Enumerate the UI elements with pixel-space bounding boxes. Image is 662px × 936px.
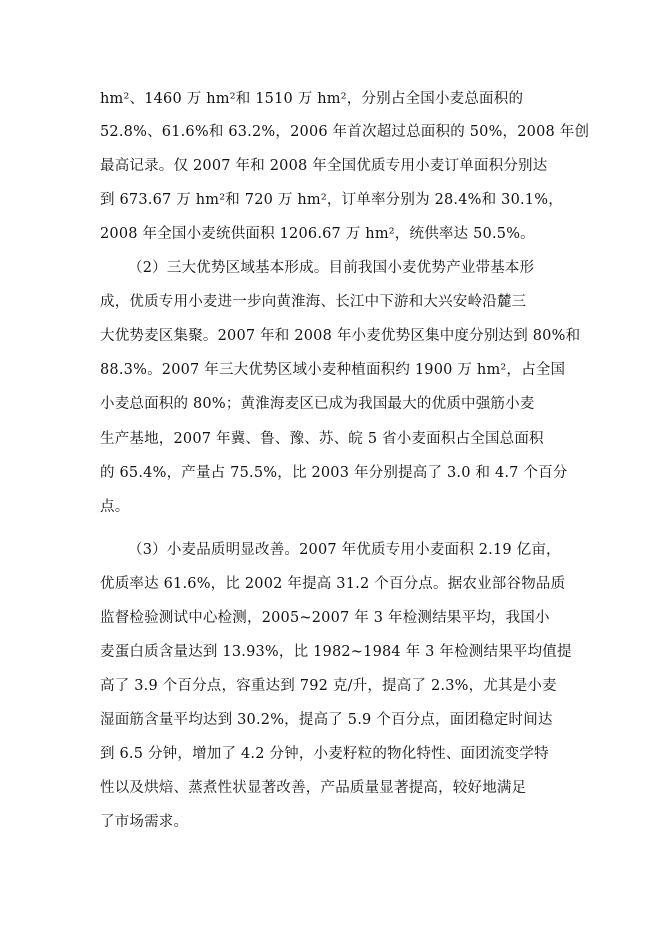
- text-line: 麦蛋白质含量达到 13.93%，比 1982~1984 年 3 年检测结果平均值提: [100, 644, 572, 660]
- text-line: 小麦总面积的 80%；黄淮海麦区已成为我国最大的优质中强筋小麦: [100, 396, 535, 412]
- text-line: 优质率达 61.6%，比 2002 年提高 31.2 个百分点。据农业部谷物品质: [100, 576, 566, 592]
- text-line: 的 65.4%，产量占 75.5%，比 2003 年分别提高了 3.0 和 4.7 个百分: [100, 465, 568, 481]
- text-line: 点。: [100, 499, 130, 515]
- paragraph-heading-line: （3）小麦品质明显改善。2007 年优质专用小麦面积 2.19 亿亩，: [128, 542, 561, 558]
- text-line: 成，优质专用小麦进一步向黄淮海、长江中下游和大兴安岭沿麓三: [100, 294, 527, 310]
- paragraph-heading-line: （2）三大优势区域基本形成。目前我国小麦优势产业带基本形: [128, 260, 535, 276]
- text-line: 了市场需求。: [100, 814, 189, 830]
- text-line: 到 6.5 分钟，增加了 4.2 分钟，小麦籽粒的物化特性、面团流变学特: [100, 746, 549, 762]
- text-line: 2008 年全国小麦统供面积 1206.67 万 hm²，统供率达 50.5%。: [100, 226, 535, 242]
- text-line: 高了 3.9 个百分点，容重达到 792 克/升，提高了 2.3%，尤其是小麦: [100, 678, 557, 694]
- text-line: 88.3%。2007 年三大优势区域小麦种植面积约 1900 万 hm²，占全国: [100, 362, 566, 378]
- text-line: 湿面筋含量平均达到 30.2%，提高了 5.9 个百分点，面团稳定时间达: [100, 712, 553, 728]
- text-line: 到 673.67 万 hm²和 720 万 hm²，订单率分别为 28.4%和 30.1%，: [100, 192, 563, 208]
- text-line: 最高记录。仅 2007 年和 2008 年全国优质专用小麦订单面积分别达: [100, 158, 548, 174]
- text-line: hm²、1460 万 hm²和 1510 万 hm²，分别占全国小麦总面积的: [100, 91, 524, 107]
- text-line: 52.8%、61.6%和 63.2%，2006 年首次超过总面积的 50%，2008 年创: [100, 124, 590, 140]
- text-line: 大优势麦区集聚。2007 年和 2008 年小麦优势区集中度分别达到 80%和: [100, 328, 581, 344]
- text-line: 性以及烘焙、蒸煮性状显著改善，产品质量显著提高，较好地满足: [100, 780, 527, 796]
- text-line: 生产基地，2007 年冀、鲁、豫、苏、皖 5 省小麦面积占全国总面积: [100, 431, 544, 447]
- text-line: 监督检验测试中心检测，2005~2007 年 3 年检测结果平均，我国小: [100, 610, 550, 626]
